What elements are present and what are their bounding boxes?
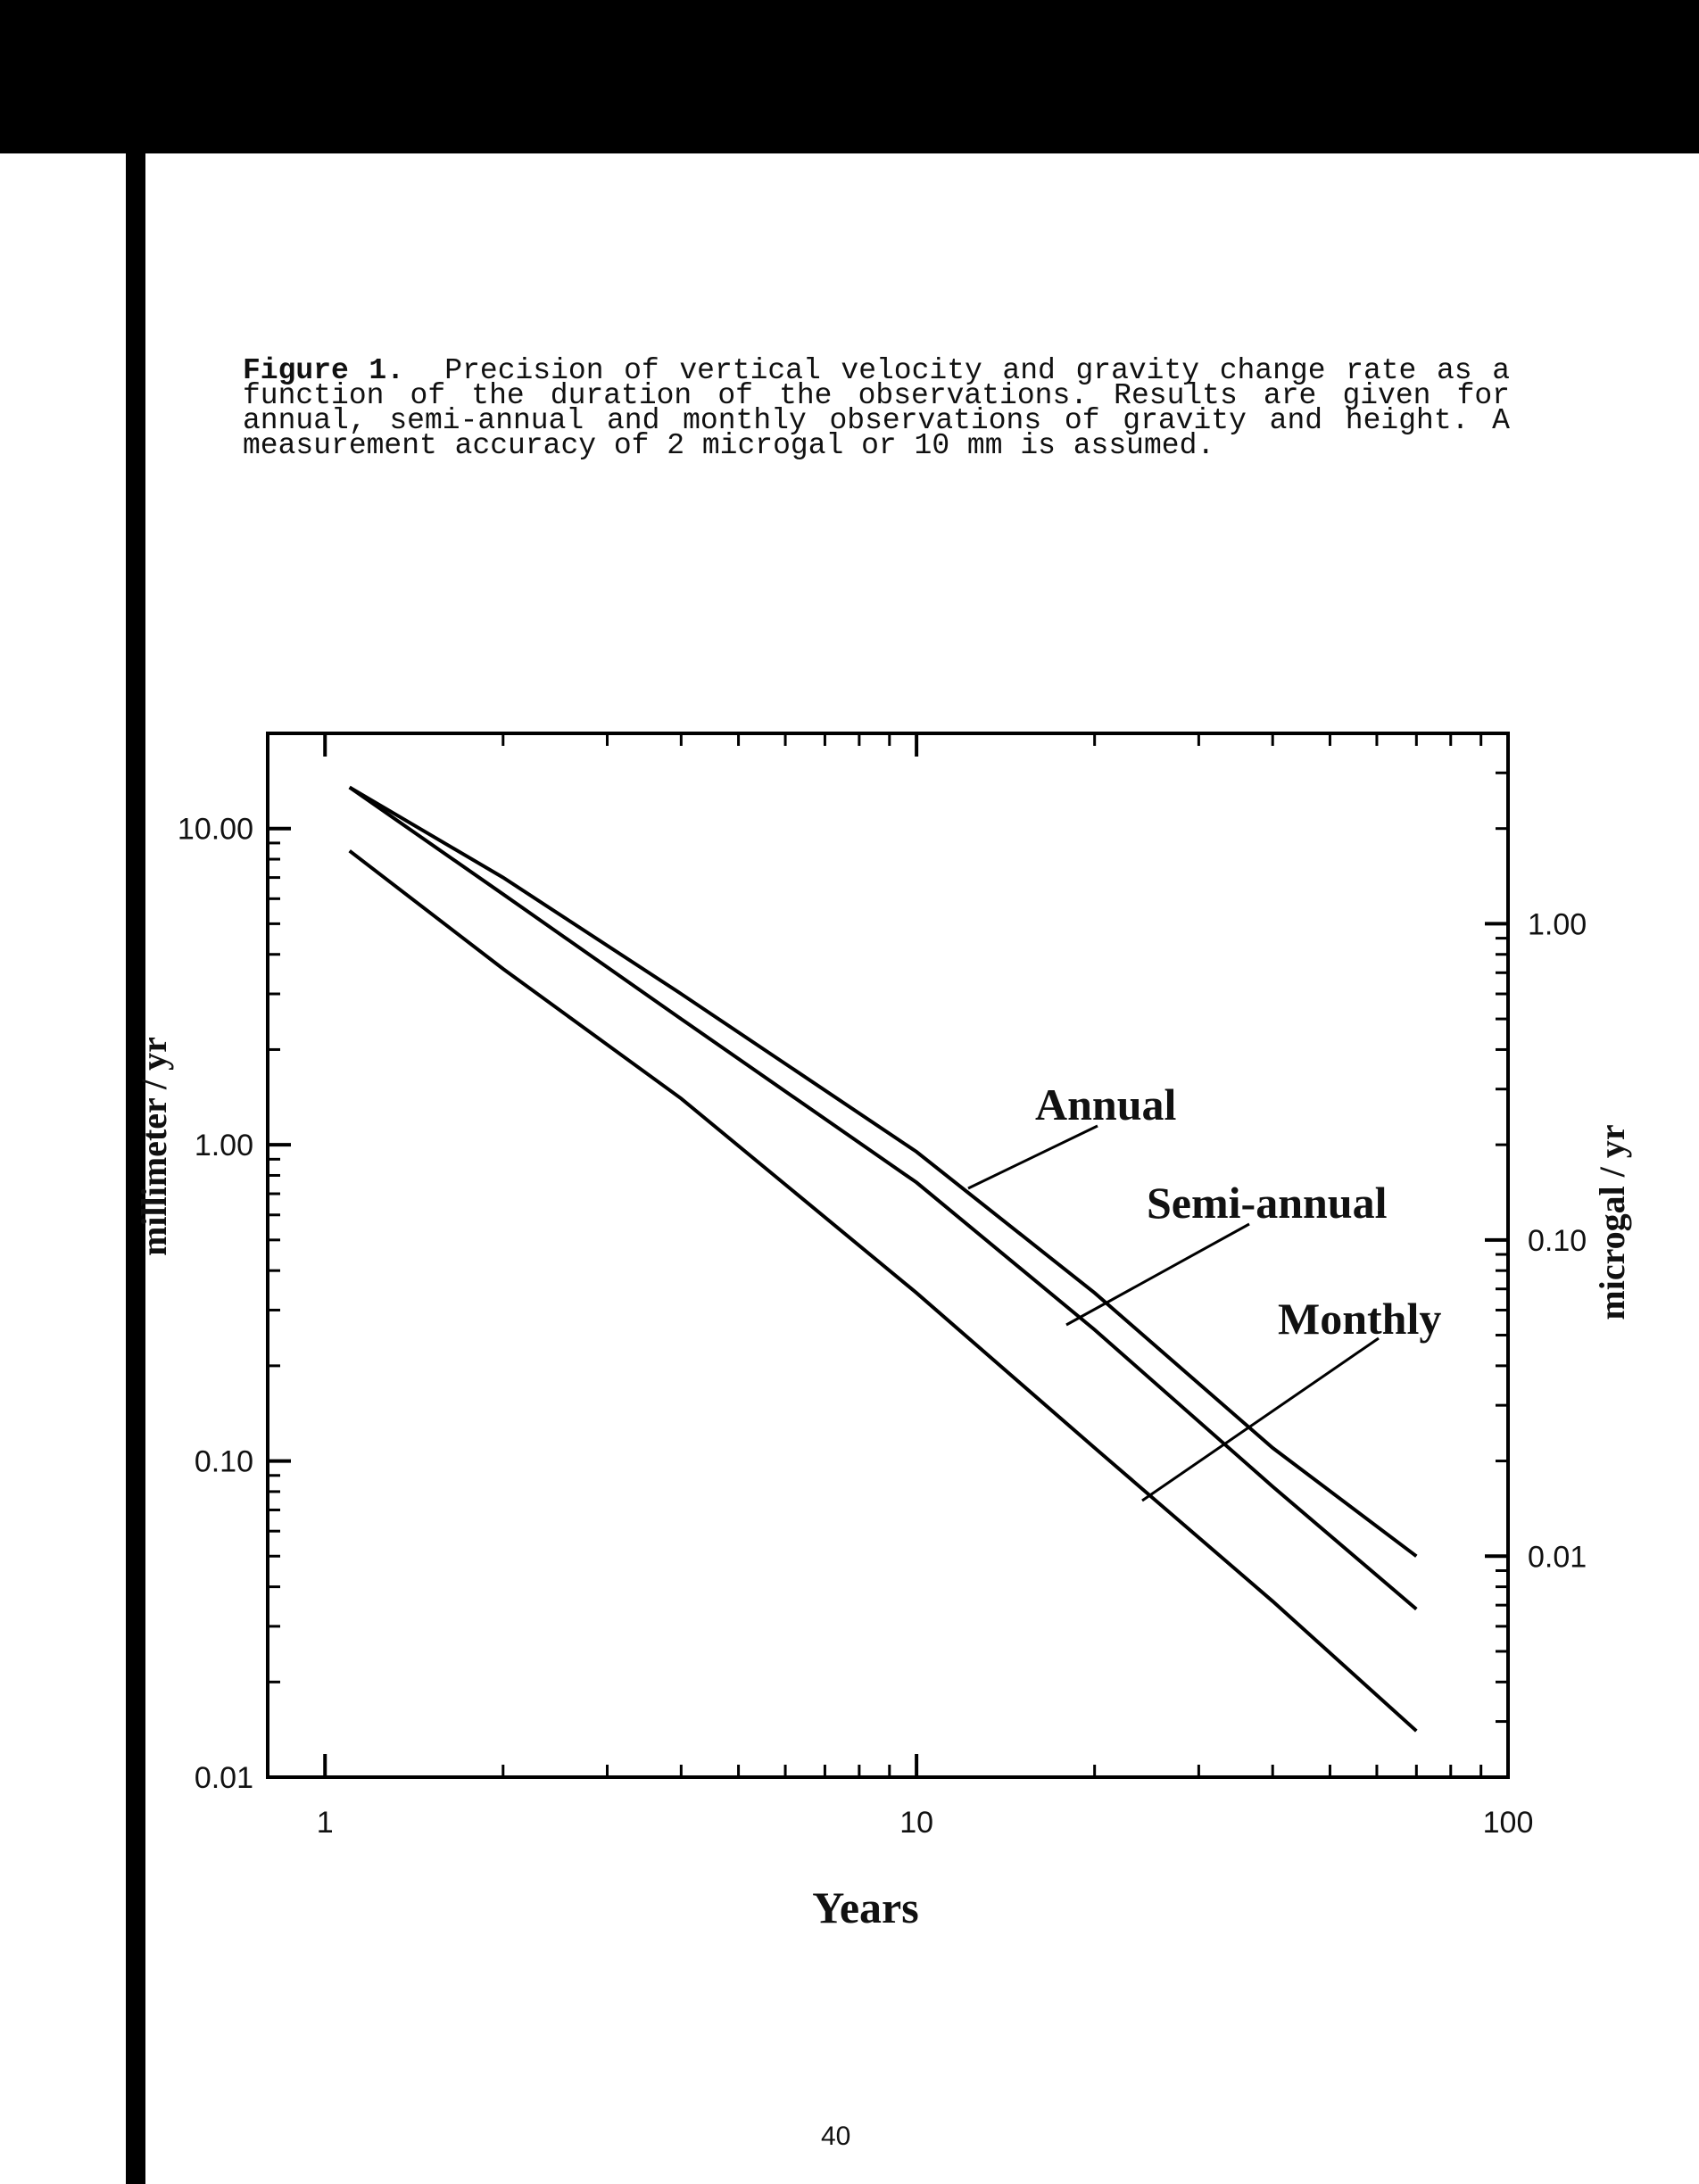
plot-frame [268,733,1508,1777]
y-tick-label: 0.01 [194,1761,253,1795]
x-tick-label: 1 [316,1806,334,1840]
y-axis-label-right: microgal / yr [1592,1124,1632,1320]
x-tick-label: 10 [899,1806,934,1840]
x-tick-label: 100 [1482,1806,1534,1840]
y-right-tick-label: 0.10 [1528,1223,1587,1258]
y-tick-label: 0.10 [194,1444,253,1479]
y-tick-label: 10.00 [177,812,253,847]
caption-text: Precision of vertical velocity and gravity change rate as a function of the duration of the observations. Results are given for annual, semi-annual and monthly observations of gravity and height. A measurement accuracy of 2 microgal or 10 mm is assumed. [243,354,1510,462]
y-right-tick-label: 0.01 [1528,1540,1587,1575]
x-axis-label: Years [812,1882,919,1932]
series-line-annual [350,788,1417,1557]
series-line-monthly [350,851,1417,1731]
page-number: 40 [821,2122,851,2151]
y-axis-label: millimeter / yr [134,1037,174,1256]
series-label-semi-annual: Semi-annual [1147,1178,1388,1228]
y-tick-label: 1.00 [194,1129,253,1163]
leader-line-annual [968,1126,1098,1188]
leader-line-semi-annual [1066,1224,1249,1325]
y-right-tick-label: 1.00 [1528,907,1587,942]
series-label-monthly: Monthly [1278,1294,1442,1344]
series-label-annual: Annual [1035,1080,1177,1129]
caption-label: Figure 1. [243,354,405,387]
